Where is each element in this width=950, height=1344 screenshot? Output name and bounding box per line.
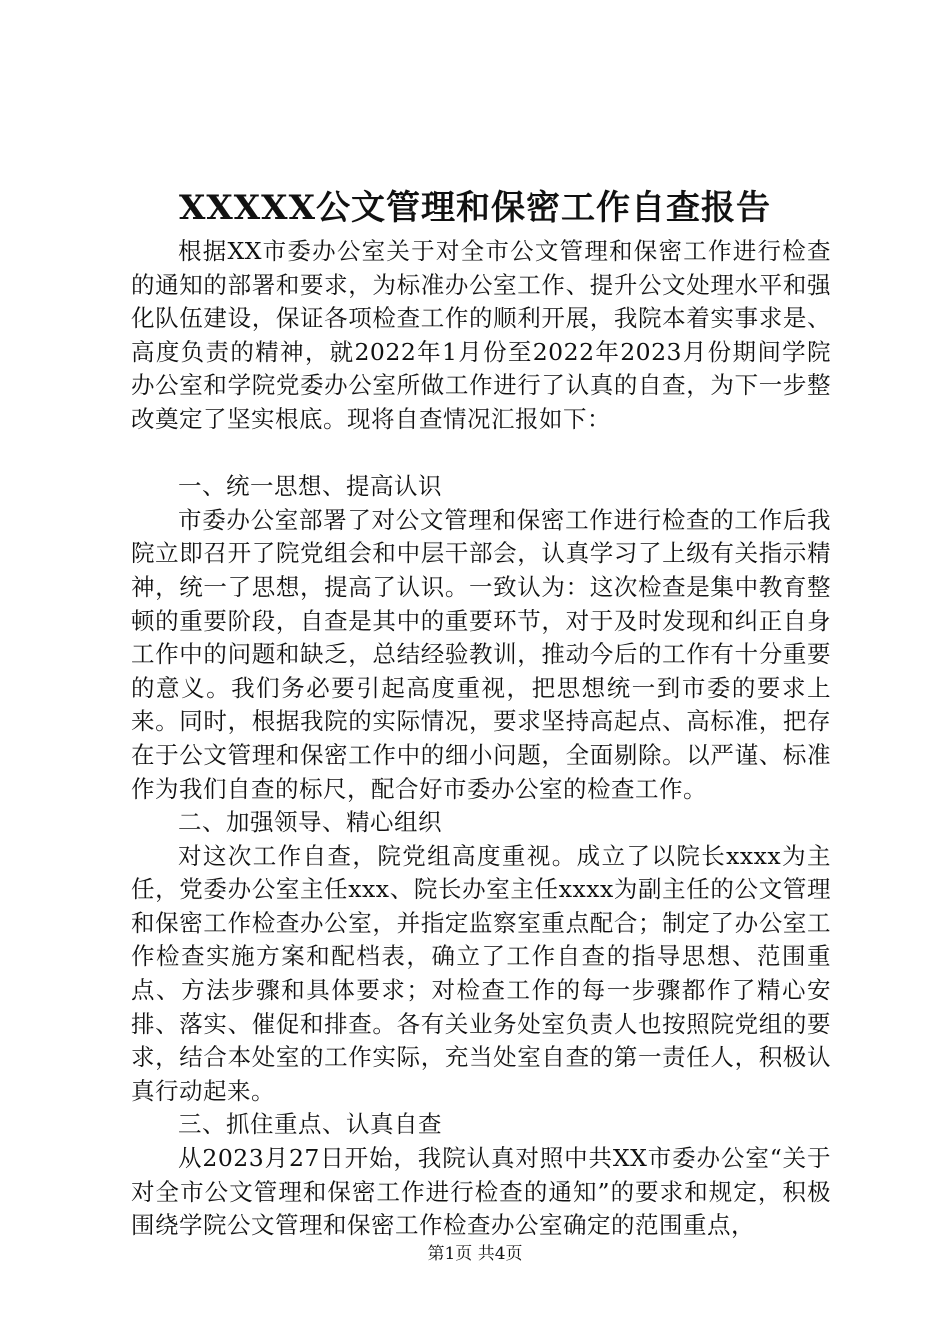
section-heading: 一、统一思想、提高认识: [178, 472, 442, 501]
page-footer: 第1页 共4页: [427, 1244, 523, 1264]
section-heading: 二、加强领导、精心组织: [178, 808, 442, 837]
section-3: [131, 1108, 831, 1242]
section-paragraph: 市委办公室部署了对公文管理和保密工作进行检查的工作后我院立即召开了院党组会和中层干部会，认真学习了上级有关指示精神，统一了思想，提高了认识。一致认为：这次检查是集中教育整顿的重要阶段，自查是其中的重要环节，对于及时发现和纠正自身工作中的问题和缺乏，总结经验教训，推动今后的工作有十分重要的意义。我们务必要引起高度重视，把思想统一到市委的要求上来。同时，根据我院的实际情况，要求坚持高起点、高标准，把存在于公文管理和保密工作中的细小问题，全面剔除。以严谨、标准作为我们自查的标尺，配合好市委办公室的检查工作。: [131, 505, 831, 803]
intro-paragraph: 根据XX市委办公室关于对全市公文管理和保密工作进行检查的通知的部署和要求，为标准办公室工作、提升公文处理水平和强化队伍建设，保证各项检查工作的顺利开展，我院本着实事求是、高度负责的精神，就2022年1月份至2022年2023月份期间学院办公室和学院党委办公室所做工作进行了认真的自查，为下一步整改奠定了坚实根底。现将自查情况汇报如下：: [131, 237, 831, 433]
document-body: [131, 235, 831, 1243]
section-2: [131, 806, 831, 1108]
document-title: XXXXX公文管理和保密工作自查报告: [179, 188, 771, 228]
section-1: [131, 470, 831, 806]
section-paragraph: 从2023月27日开始，我院认真对照中共XX市委办公室“关于对全市公文管理和保密工作进行检查的通知”的要求和规定，积极围绕学院公文管理和保密工作检查办公室确定的范围重点，: [131, 1144, 831, 1240]
paragraph-spacer: [131, 437, 831, 471]
section-paragraph: 对这次工作自查，院党组高度重视。成立了以院长xxxx为主任，党委办公室主任xxx、院长办室主任xxxx为副主任的公文管理和保密工作检查办公室，并指定监察室重点配合；制定了办公室工作检查实施方案和配档表，确立了工作自查的指导思想、范围重点、方法步骤和具体要求；对检查工作的每一步骤都作了精心安排、落实、催促和排查。各有关业务处室负责人也按照院党组的要求，结合本处室的工作实际，充当处室自查的第一责任人，积极认真行动起来。: [131, 841, 831, 1105]
section-heading: 三、抓住重点、认真自查: [178, 1110, 442, 1139]
